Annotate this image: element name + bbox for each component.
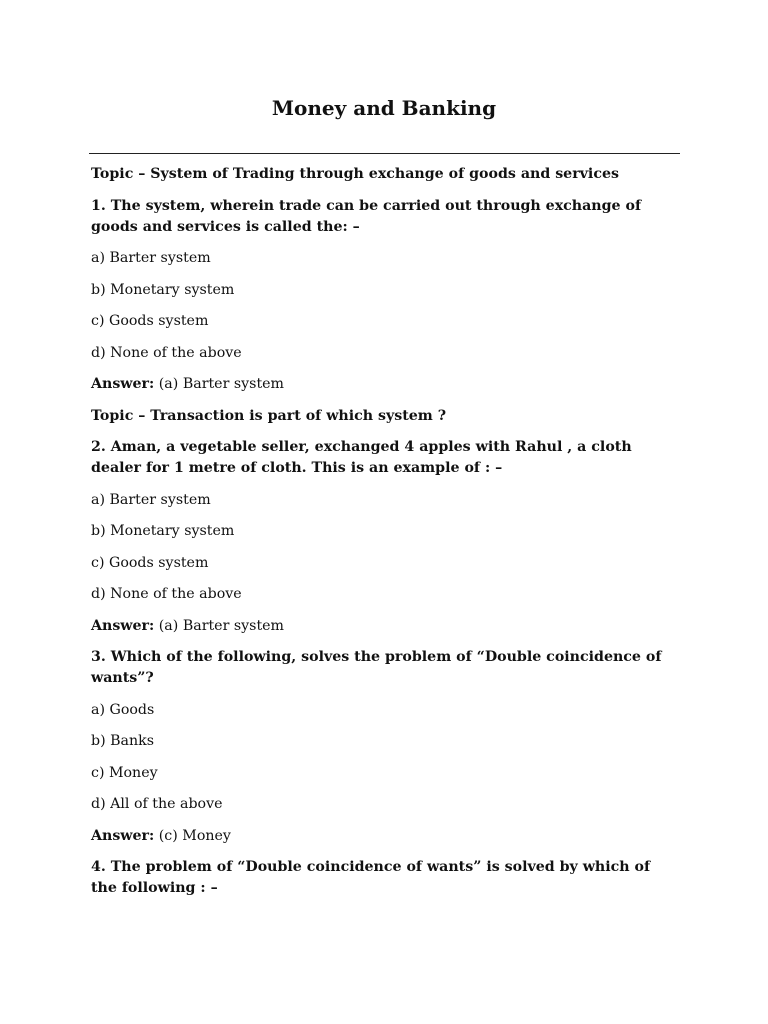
question-1-option-d: d) None of the above [91,344,242,361]
question-3-text: 3. Which of the following, solves the problem of “Double coincidence of wants”? [91,649,662,686]
question-2-option-b: b) Monetary system [91,523,235,539]
question-block-3 [91,647,679,847]
question-2-option-a: a) Barter system [91,491,211,508]
answer-label: Answer: [91,617,155,634]
question-3-option-d: d) All of the above [91,796,223,812]
answer-value: (a) Barter system [154,617,284,634]
answer-label: Answer: [91,827,155,844]
question-2-answer [91,616,679,637]
question-block-4 [91,857,679,899]
question-1-text: 1. The system, wherein trade can be carried out through exchange of goods and services is called the: – [91,197,642,235]
question-2-option-c: c) Goods system [91,554,209,571]
topic-heading-1: Topic – System of Trading through exchange of goods and services [91,166,619,182]
question-4-text: 4. The problem of “Double coincidence of wants” is solved by which of the following : – [91,859,651,896]
question-2-option-d: d) None of the above [91,586,242,602]
answer-value: (c) Money [154,827,231,844]
title-divider [89,153,680,154]
question-1-option-c: c) Goods system [91,313,209,329]
question-block-2 [91,437,679,637]
question-3-answer [91,826,679,847]
question-2-text: 2. Aman, a vegetable seller, exchanged 4 apples with Rahul , a cloth dealer for 1 metre of cloth. This is an example of : – [91,439,632,476]
answer-value: (a) Barter system [154,376,284,392]
page-title: Money and Banking [271,96,497,120]
question-1-option-b: b) Monetary system [91,281,235,298]
document-body [91,164,679,899]
answer-label: Answer: [91,376,155,392]
question-3-option-a: a) Goods [91,701,155,718]
question-3-option-c: c) Money [91,764,158,781]
question-block-1 [91,196,679,396]
question-1-answer [91,374,679,395]
question-3-option-b: b) Banks [91,733,155,749]
question-1-option-a: a) Barter system [91,250,211,266]
topic-heading-2: Topic – Transaction is part of which system ? [91,407,447,424]
